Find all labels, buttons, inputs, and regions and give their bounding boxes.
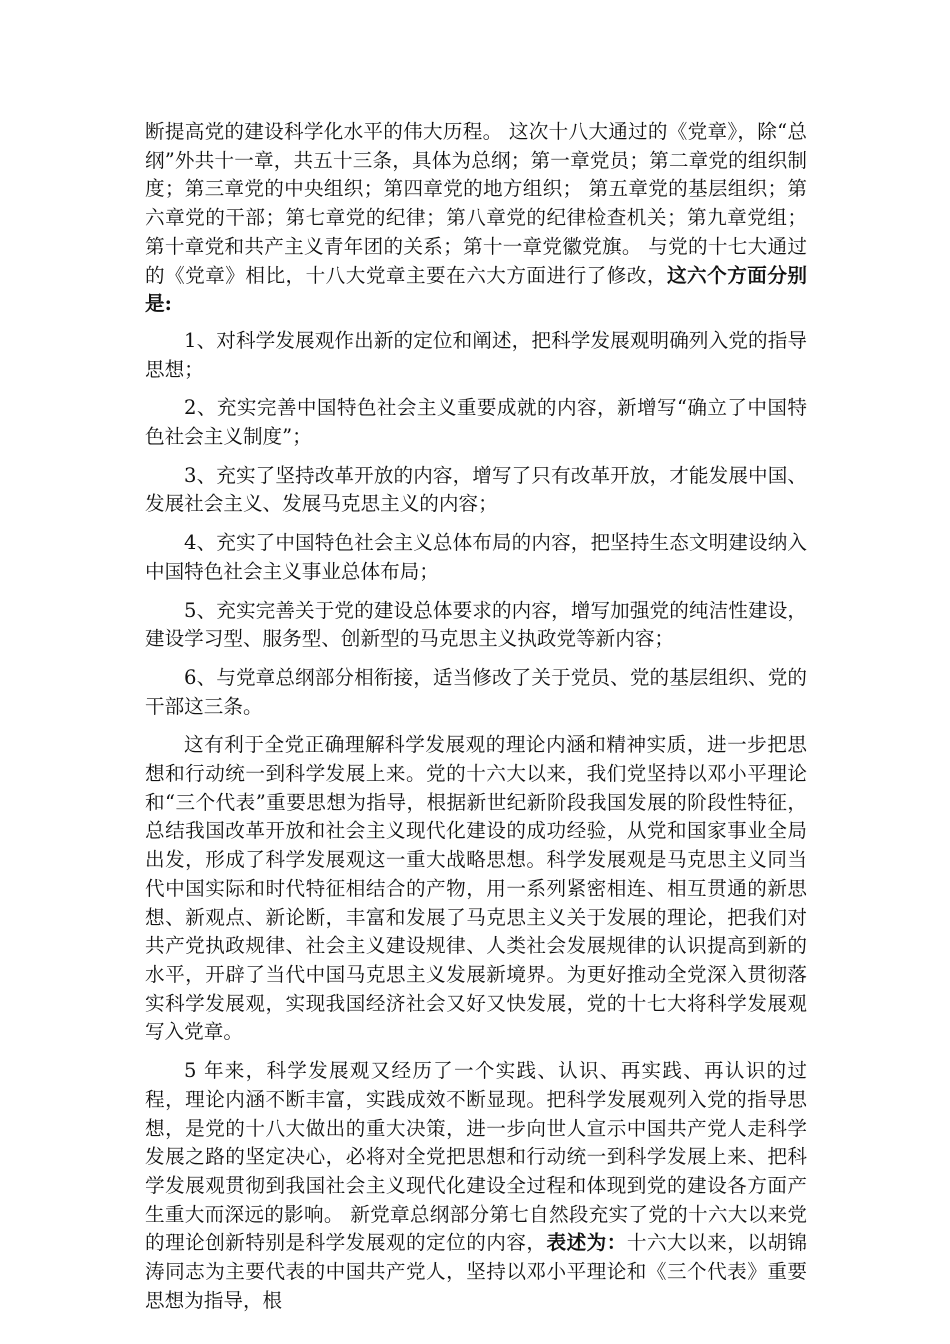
paragraph-3-text: 5 年来，科学发展观又经历了一个实践、认识、再实践、再认识的过程，理论内涵不断丰富，实践成效不断显现。把科学发展观列入党的指导思想，是党的十八大做出的重大决策，进一步向世人宣示中国共产党人走科学发展之路的坚定决心，必将对全党把思想和行动统一到科学发展上来、把科学发展观贯彻到我国社会主义现代化建设全过程和体现到党的建设各方面产生重大而深远的影响。 新党章总纲部分第七自然段充实了党的十六大以来党的理论创新特别是科学发展观的定位的内容， [145, 1059, 807, 1255]
paragraph-2: 这有利于全党正确理解科学发展观的理论内涵和精神实质，进一步把思想和行动统一到科学发展上来。党的十六大以来，我们党坚持以邓小平理论和“三个代表”重要思想为指导，根据新世纪新阶段我国发展的阶段性特征，总结我国改革开放和社会主义现代化建设的成功经验，从党和国家事业全局出发，形成了科学发展观这一重大战略思想。科学发展观是马克思主义同当代中国实际和时代特征相结合的产物，用一系列紧密相连、相互贯通的新思想、新观点、新论断，丰富和发展了马克思主义关于发展的理论，把我们对共产党执政规律、社会主义建设规律、人类社会发展规律的认识提高到新的水平，开辟了当代中国马克思主义发展新境界。为更好推动全党深入贯彻落实科学发展观，实现我国经济社会又好又快发展，党的十七大将科学发展观写入党章。 [145, 733, 807, 1044]
paragraph-3-tail: 十六大以来，以胡锦涛同志为主要代表的中国共产党人，坚持以邓小平理论和《三个代表》重要思想为指导，根 [145, 1231, 808, 1312]
intro-paragraph [145, 118, 807, 319]
list-item-2: 2、充实完善中国特色社会主义重要成就的内容，新增写“确立了中国特色社会主义制度”； [145, 396, 807, 449]
list-item-5: 5、充实完善关于党的建设总体要求的内容，增写加强党的纯洁性建设，建设学习型、服务型、创新型的马克思主义执政党等新内容； [145, 598, 807, 651]
list-item-4: 4、充实了中国特色社会主义总体布局的内容，把坚持生态文明建设纳入中国特色社会主义事业总体布局； [145, 531, 807, 583]
intro-text: 断提高党的建设科学化水平的伟大历程。 这次十八大通过的《党章》，除“总纲”外共十一章，共五十三条，具体为总纲；第一章党员；第二章党的组织制度；第三章党的中央组织；第四章党的地方组织； 第五章党的基层组织；第六章党的干部；第七章党的纪律；第八章党的纪律检查机关；第九章党组；第十章党和共产主义青年团的关系；第十一章党徽党旗。 与党的十七大通过的《党章》相比，十八大党章主要在六大方面进行了修改， [145, 120, 807, 287]
list-item-3: 3、充实了坚持改革开放的内容，增写了只有改革开放，才能发展中国、发展社会主义、发展马克思主义的内容； [145, 463, 807, 516]
list-item-1: 1、对科学发展观作出新的定位和阐述，把科学发展观明确列入党的指导思想； [145, 328, 807, 381]
list-item-6: 6、与党章总纲部分相衔接，适当修改了关于党员、党的基层组织、党的干部这三条。 [145, 665, 807, 718]
paragraph-3-bold-phrase: 表述为： [546, 1231, 627, 1255]
intro-bold-phrase: 这六个方面分别是 [145, 263, 808, 316]
intro-tail: : [164, 292, 172, 316]
paragraph-3 [145, 1057, 807, 1315]
document-body [145, 118, 807, 1315]
